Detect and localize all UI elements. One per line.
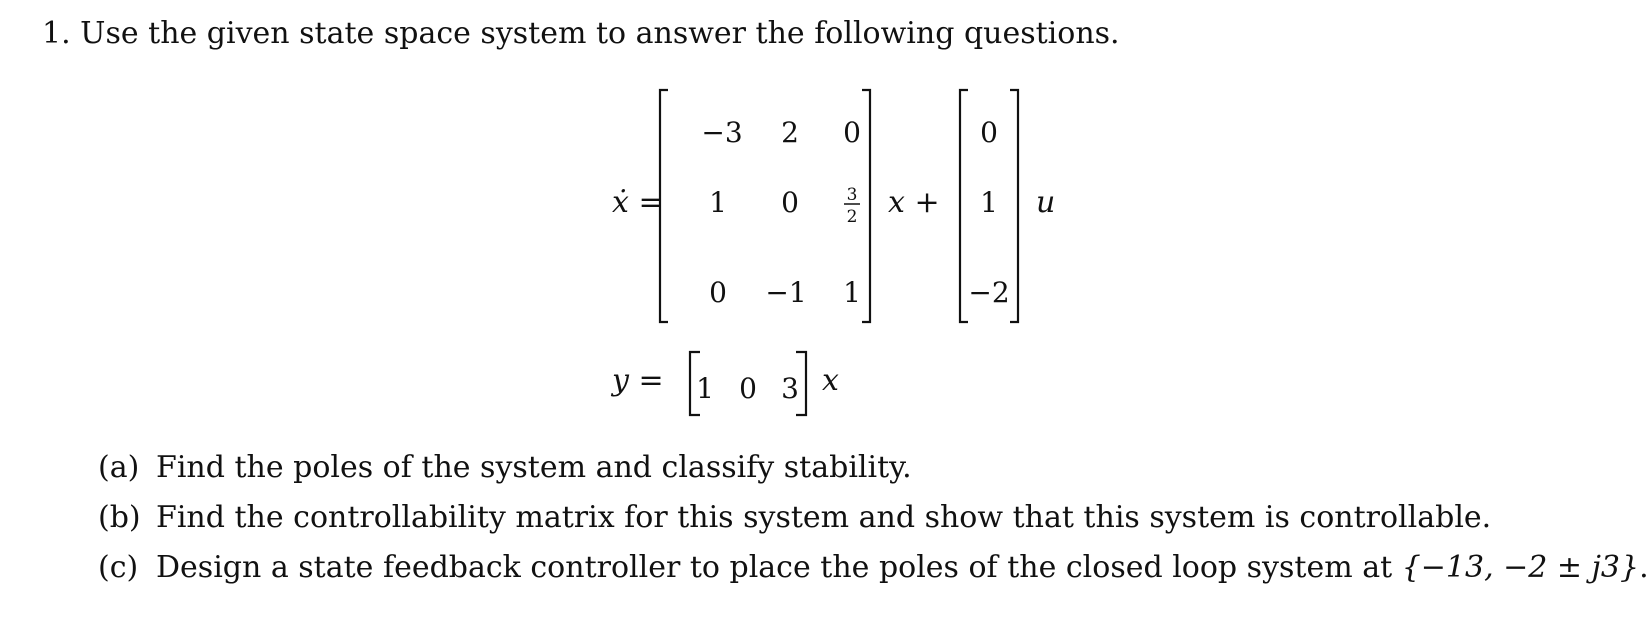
part-text: Find the poles of the system and classify stability. bbox=[156, 450, 912, 485]
fraction-denominator: 2 bbox=[846, 207, 858, 227]
problem-number: 1. bbox=[42, 16, 71, 51]
part-b bbox=[98, 500, 1491, 535]
matrix-a-cell: 0 bbox=[709, 276, 727, 309]
xdot-lhs: ẋ = bbox=[612, 185, 664, 220]
state-x: x bbox=[822, 363, 839, 398]
matrix-a-cell: 1 bbox=[843, 276, 861, 309]
part-a bbox=[98, 450, 912, 485]
matrix-a-cell: −1 bbox=[765, 276, 807, 309]
matrix-a-cell: −3 bbox=[701, 116, 743, 149]
matrix-b-cell: 1 bbox=[980, 186, 998, 219]
part-text: Design a state feedback controller to place the poles of the closed loop system at bbox=[156, 550, 1402, 585]
part-label: (a) bbox=[98, 450, 140, 485]
target-poles: {−13, −2 ± j3} bbox=[1401, 550, 1640, 585]
matrix-c-cell: 0 bbox=[739, 372, 757, 405]
matrix-a-right-bracket bbox=[862, 90, 870, 322]
matrix-a-fraction bbox=[844, 185, 860, 227]
matrix-a-cell: 0 bbox=[781, 186, 799, 219]
matrix-b-cell: −2 bbox=[968, 276, 1010, 309]
y-lhs: y = bbox=[612, 363, 664, 398]
part-label: (b) bbox=[98, 500, 141, 535]
problem-prompt: Use the given state space system to answer the following questions. bbox=[80, 16, 1120, 51]
matrix-c-cell: 3 bbox=[781, 372, 799, 405]
fraction-numerator: 3 bbox=[846, 185, 858, 205]
part-text: Find the controllability matrix for this system and show that this system is controllable. bbox=[156, 500, 1492, 535]
part-label: (c) bbox=[98, 550, 139, 585]
x-plus-term: x + bbox=[888, 185, 940, 220]
matrix-b-right-bracket bbox=[1010, 90, 1018, 322]
matrix-a-cell: 0 bbox=[843, 116, 861, 149]
part-end: . bbox=[1639, 550, 1649, 585]
part-c bbox=[98, 550, 1649, 585]
input-u: u bbox=[1036, 185, 1056, 220]
matrix-a-cell: 2 bbox=[781, 116, 799, 149]
matrix-b-left-bracket bbox=[960, 90, 968, 322]
matrix-a-cell: 1 bbox=[709, 186, 727, 219]
matrix-c-cell: 1 bbox=[696, 372, 714, 405]
matrix-b-cell: 0 bbox=[980, 116, 998, 149]
